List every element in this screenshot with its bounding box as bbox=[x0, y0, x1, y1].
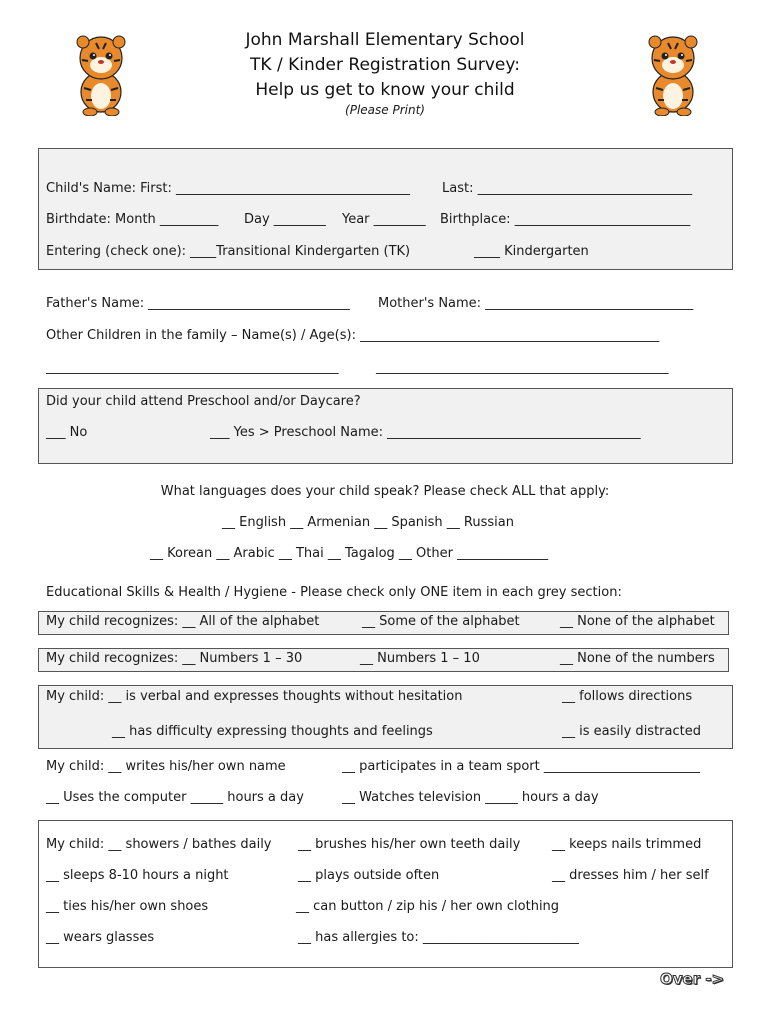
button-zip-option[interactable]: __ can button / zip his / her own clothing bbox=[296, 899, 560, 914]
glasses-option[interactable]: __ wears glasses bbox=[46, 930, 155, 945]
birthplace-field[interactable]: Birthplace: ___________________________ bbox=[440, 212, 691, 227]
entering-tk-option[interactable]: Entering (check one): ____Transitional Kindergarten (TK) bbox=[46, 244, 411, 259]
languages-row-1[interactable]: __ English __ Armenian __ Spanish __ Russian bbox=[222, 515, 514, 530]
print-note: (Please Print) bbox=[345, 103, 425, 117]
plays-outside-option[interactable]: __ plays outside often bbox=[298, 868, 440, 883]
ties-shoes-option[interactable]: __ ties his/her own shoes bbox=[46, 899, 209, 914]
over-indicator: Over -> bbox=[660, 970, 725, 988]
languages-row-2[interactable]: __ Korean __ Arabic __ Thai __ Tagalog __ Other ______________ bbox=[150, 546, 549, 561]
team-sport-field[interactable]: __ participates in a team sport ________________________ bbox=[342, 759, 700, 774]
alphabet-some-option[interactable]: __ Some of the alphabet bbox=[362, 614, 520, 629]
computer-hours-field[interactable]: __ Uses the computer _____ hours a day bbox=[46, 790, 304, 805]
alphabet-none-option[interactable]: __ None of the alphabet bbox=[560, 614, 715, 629]
other-children-line-right[interactable]: _____________________________________________ bbox=[376, 360, 669, 375]
difficulty-option[interactable]: __ has difficulty expressing thoughts and feelings bbox=[112, 724, 433, 739]
child-last-name-field[interactable]: Last: _________________________________ bbox=[442, 181, 693, 196]
allergies-field[interactable]: __ has allergies to: ________________________ bbox=[298, 930, 579, 945]
numbers-30-option[interactable]: My child recognizes: __ Numbers 1 – 30 bbox=[46, 651, 303, 666]
tv-hours-field[interactable]: __ Watches television _____ hours a day bbox=[342, 790, 599, 805]
school-name: John Marshall Elementary School bbox=[245, 30, 525, 50]
child-first-name-field[interactable]: Child's Name: First: ____________________________________ bbox=[46, 181, 411, 196]
preschool-question: Did your child attend Preschool and/or Daycare? bbox=[46, 394, 361, 409]
alphabet-all-option[interactable]: My child recognizes: __ All of the alphabet bbox=[46, 614, 320, 629]
showers-option[interactable]: My child: __ showers / bathes daily bbox=[46, 837, 272, 852]
verbal-option[interactable]: My child: __ is verbal and expresses thoughts without hesitation bbox=[46, 689, 463, 704]
other-children-field[interactable]: Other Children in the family – Name(s) / Age(s): ______________________________________________ bbox=[46, 328, 660, 343]
entering-kinder-option[interactable]: ____ Kindergarten bbox=[474, 244, 589, 259]
preschool-no-option[interactable]: ___ No bbox=[46, 425, 88, 440]
numbers-none-option[interactable]: __ None of the numbers bbox=[560, 651, 715, 666]
preschool-yes-option[interactable]: ___ Yes > Preschool Name: _______________________________________ bbox=[210, 425, 641, 440]
other-children-line-left[interactable]: _____________________________________________ bbox=[46, 360, 339, 375]
skills-heading: Educational Skills & Health / Hygiene - Please check only ONE item in each grey section: bbox=[46, 585, 622, 600]
distracted-option[interactable]: __ is easily distracted bbox=[562, 724, 701, 739]
sleeps-option[interactable]: __ sleeps 8-10 hours a night bbox=[46, 868, 229, 883]
birth-day-field[interactable]: Day ________ bbox=[244, 212, 326, 227]
father-name-field[interactable]: Father's Name: _______________________________ bbox=[46, 296, 350, 311]
nails-option[interactable]: __ keeps nails trimmed bbox=[552, 837, 702, 852]
mother-name-field[interactable]: Mother's Name: ________________________________ bbox=[378, 296, 694, 311]
survey-title: TK / Kinder Registration Survey: bbox=[250, 55, 520, 75]
numbers-10-option[interactable]: __ Numbers 1 – 10 bbox=[360, 651, 480, 666]
survey-tagline: Help us get to know your child bbox=[255, 80, 515, 100]
brushes-teeth-option[interactable]: __ brushes his/her own teeth daily bbox=[298, 837, 521, 852]
languages-question: What languages does your child speak? Please check ALL that apply: bbox=[160, 484, 610, 499]
writes-name-option[interactable]: My child: __ writes his/her own name bbox=[46, 759, 286, 774]
birth-year-field[interactable]: Year ________ bbox=[342, 212, 426, 227]
dresses-self-option[interactable]: __ dresses him / her self bbox=[552, 868, 709, 883]
follows-directions-option[interactable]: __ follows directions bbox=[562, 689, 693, 704]
birth-month-field[interactable]: Birthdate: Month _________ bbox=[46, 212, 219, 227]
